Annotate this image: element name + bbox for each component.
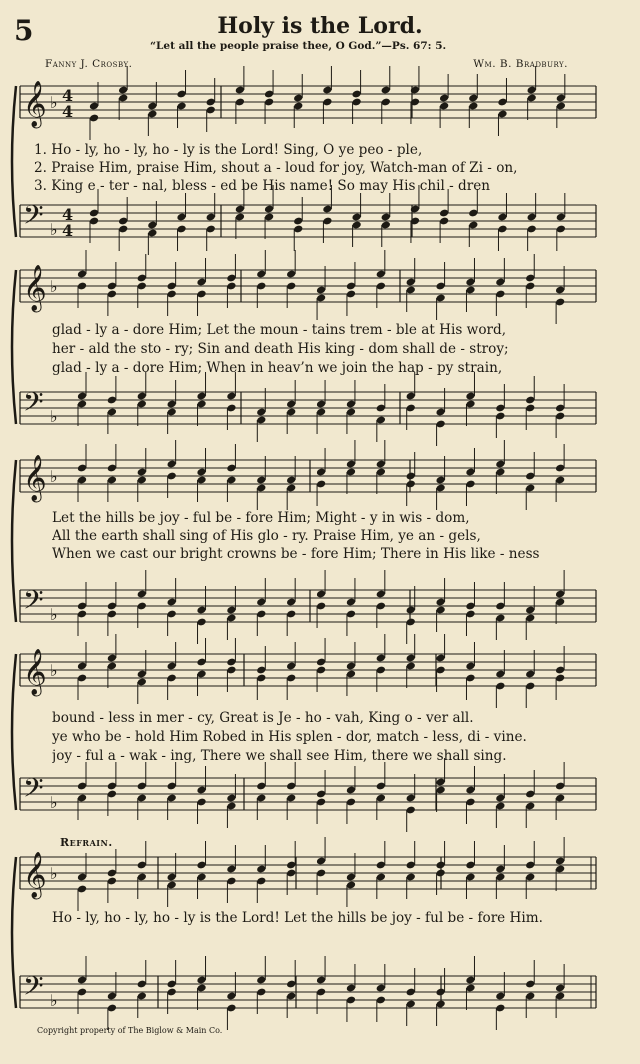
flat-icon: ♭ xyxy=(50,220,58,239)
lyric-line: 1. Ho - ly, ho - ly, ho - ly is the Lord! Sing, O ye peo - ple, xyxy=(34,142,423,158)
flat-icon: ♭ xyxy=(50,467,58,486)
system-brace xyxy=(12,270,16,424)
treble-clef-icon: 𝄞 xyxy=(23,649,47,695)
lyric-line: When we cast our bright crowns be - fore Him; There in His like - ness xyxy=(52,546,540,562)
flat-icon: ♭ xyxy=(50,864,58,883)
time-signature-digit: 4 xyxy=(62,221,74,240)
time-signature-digit: 4 xyxy=(62,205,74,224)
treble-clef-icon: 𝄞 xyxy=(23,852,47,898)
flat-icon: ♭ xyxy=(50,793,58,812)
lyric-line: Ho - ly, ho - ly, ho - ly is the Lord! Let the hills be joy - ful be - fore Him. xyxy=(52,910,543,926)
lyric-line: Let the hills be joy - ful be - fore Him; Might - y in wis - dom, xyxy=(52,510,470,526)
bass-clef-icon: 𝄢 xyxy=(23,386,44,424)
system-brace xyxy=(12,86,16,237)
composer-credit: Wm. B. Bradbury. xyxy=(473,58,568,70)
lyric-line: 2. Praise Him, praise Him, shout a - loud for joy, Watch-man of Zi - on, xyxy=(34,160,518,176)
treble-clef-icon: 𝄞 xyxy=(23,81,47,127)
copyright-notice: Copyright property of The Biglow & Main Co. xyxy=(37,1026,223,1035)
scripture-epigraph: “Let all the people praise thee, O God.”—Ps. 67: 5. xyxy=(150,40,447,52)
flat-icon: ♭ xyxy=(50,991,58,1010)
lyric-line: glad - ly a - dore Him; Let the moun - tains trem - ble at His word, xyxy=(52,322,507,338)
bass-clef-icon: 𝄢 xyxy=(23,970,44,1008)
lyric-line: her - ald the sto - ry; Sin and death His king - dom shall de - stroy; xyxy=(52,341,509,357)
system-brace xyxy=(12,460,16,622)
hymn-number: 5 xyxy=(14,14,34,47)
lyric-line: ye who be - hold Him Robed in His splen - dor, match - less, di - vine. xyxy=(52,729,527,745)
flat-icon: ♭ xyxy=(50,93,58,112)
refrain-label: Refrain. xyxy=(60,836,113,849)
lyricist-credit: Fanny J. Crosby. xyxy=(45,58,133,70)
flat-icon: ♭ xyxy=(50,661,58,680)
bass-clef-icon: 𝄢 xyxy=(23,584,44,622)
flat-icon: ♭ xyxy=(50,277,58,296)
lyric-line: glad - ly a - dore Him; When in heav’n we join the hap - py strain, xyxy=(52,360,503,376)
treble-clef-icon: 𝄞 xyxy=(23,265,47,311)
bass-clef-icon: 𝄢 xyxy=(23,199,44,237)
time-signature-digit: 4 xyxy=(62,102,74,121)
lyric-line: All the earth shall sing of His glo - ry. Praise Him, ye an - gels, xyxy=(52,528,481,544)
time-signature-digit: 4 xyxy=(62,86,74,105)
lyric-line: joy - ful a - wak - ing, There we shall see Him, there we shall sing. xyxy=(52,748,507,764)
treble-clef-icon: 𝄞 xyxy=(23,455,47,501)
lyric-line: 3. King e - ter - nal, bless - ed be His name! So may His chil - dren xyxy=(34,178,491,194)
lyric-line: bound - less in mer - cy, Great is Je - ho - vah, King o - ver all. xyxy=(52,710,474,726)
system-brace xyxy=(12,857,16,1008)
system-brace xyxy=(12,654,16,810)
flat-icon: ♭ xyxy=(50,407,58,426)
bass-clef-icon: 𝄢 xyxy=(23,772,44,810)
flat-icon: ♭ xyxy=(50,605,58,624)
hymn-title: Holy is the Lord. xyxy=(217,13,423,39)
